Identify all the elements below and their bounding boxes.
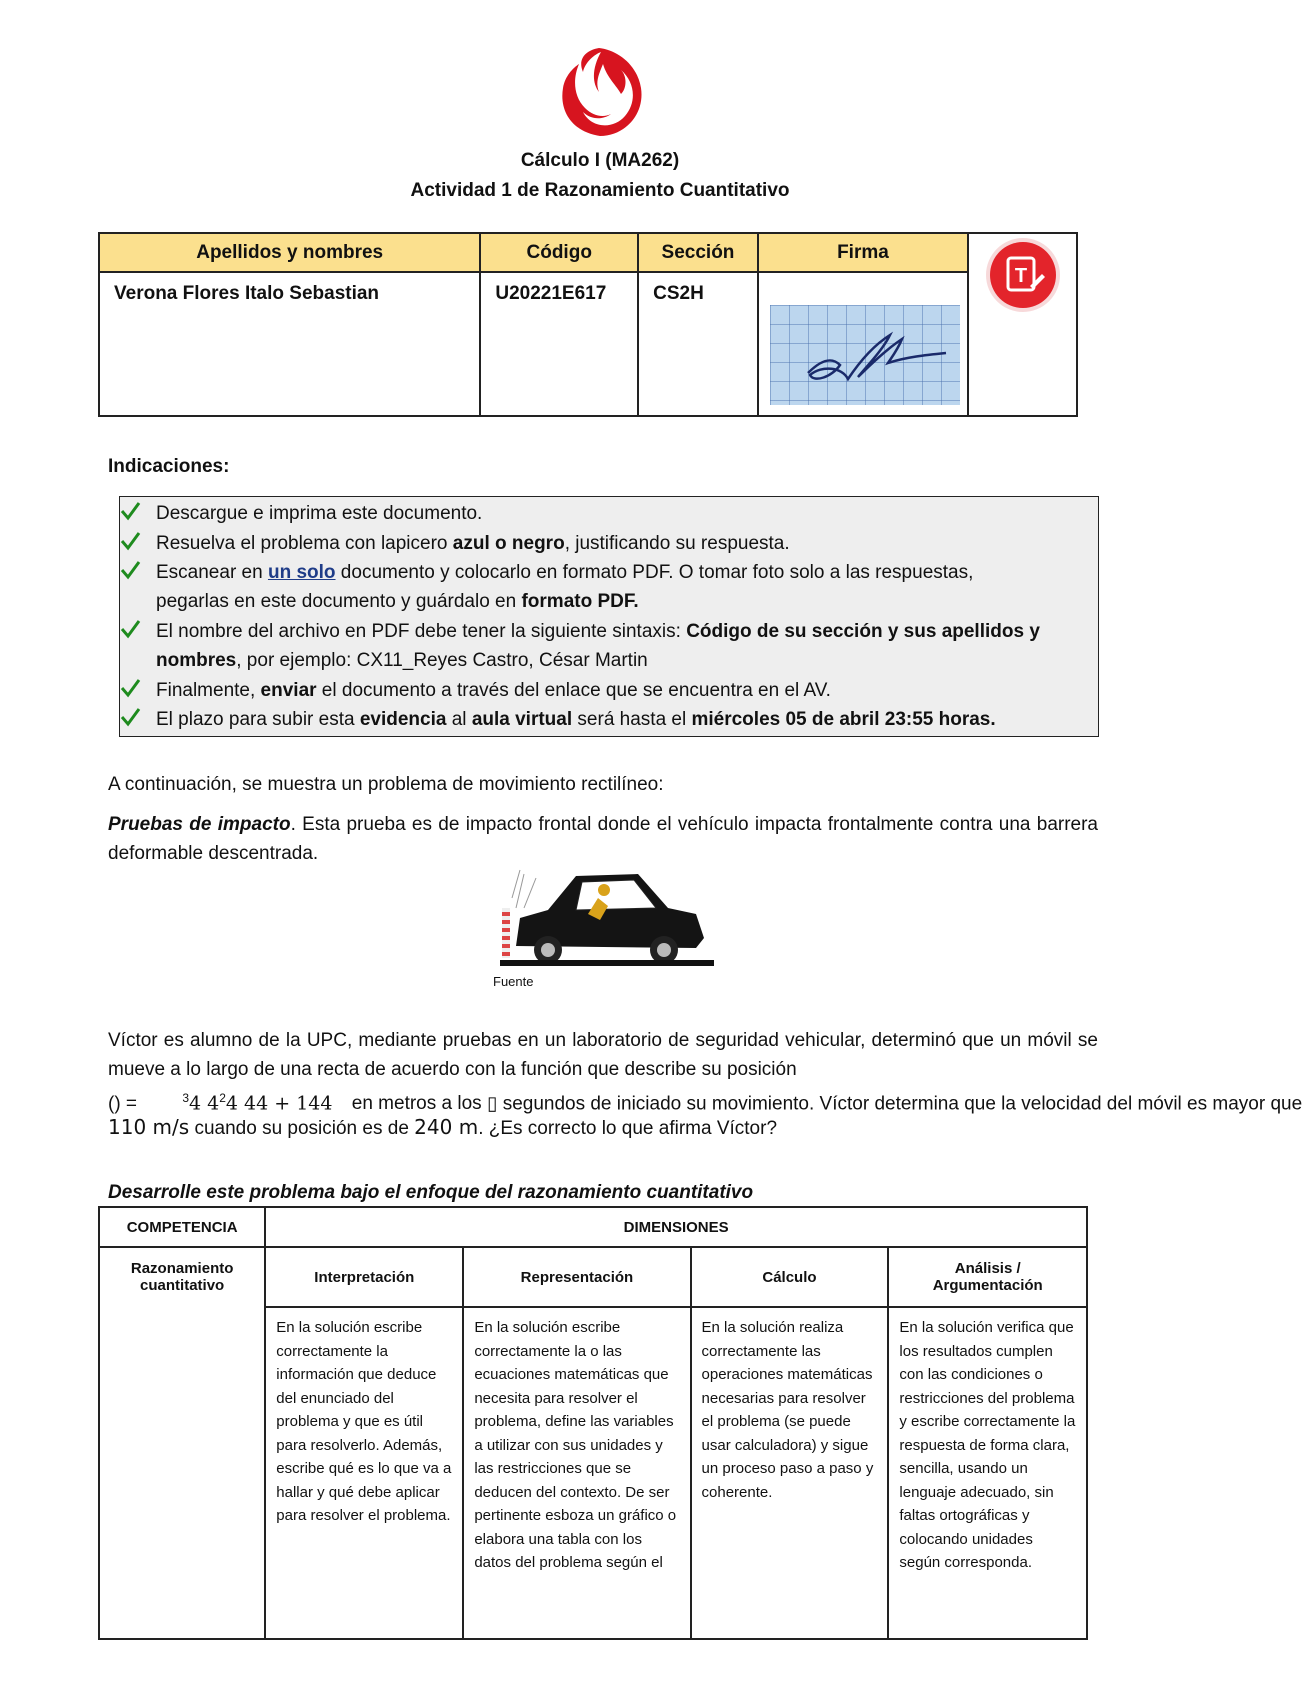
intro-text: A continuación, se muestra un problema de movimiento rectilíneo: bbox=[108, 774, 664, 795]
check-icon bbox=[120, 560, 140, 580]
competencia-header: COMPETENCIA bbox=[99, 1207, 265, 1247]
col-interpretacion: Interpretación bbox=[265, 1247, 463, 1307]
header-code: Código bbox=[480, 233, 638, 272]
indication-item: El nombre del archivo en PDF debe tener la siguiente sintaxis: Código de su sección y sus apellidos y bbox=[156, 621, 1040, 642]
dimensiones-header: DIMENSIONES bbox=[265, 1207, 1087, 1247]
indication-item: El plazo para subir esta evidencia al aula virtual será hasta el miércoles 05 de abril 23:55 horas. bbox=[156, 709, 996, 730]
indication-item: Finalmente, enviar el documento a través del enlace que se encuentra en el AV. bbox=[156, 680, 831, 701]
col-representacion: Representación bbox=[463, 1247, 690, 1307]
svg-text:T: T bbox=[1014, 265, 1028, 287]
check-icon bbox=[120, 619, 140, 639]
problem-paragraph: Víctor es alumno de la UPC, mediante pruebas en un laboratorio de seguridad vehicular, determinó que un móvil se mueve a lo largo de una recta de acuerdo con la función que describe su posición bbox=[108, 1030, 1098, 1080]
indication-item-cont: pegarlas en este documento y guárdalo en formato PDF. bbox=[156, 591, 639, 612]
problem-question: 110 m/s cuando su posición es de 240 m. ¿Es correcto lo que afirma Víctor? bbox=[108, 1115, 778, 1139]
desc-calculo: En la solución realiza correctamente las operaciones matemáticas necesarias para resolver el problema (se puede usar calculadora) y sigue un proceso paso a paso y coherente. bbox=[691, 1307, 889, 1639]
problem-formula-line: () = $^3$4 $4^24$ 44 + 144 en metros a los ▯ segundos de iniciado su movimiento. Víctor determina que la velocidad del móvil es mayor que bbox=[108, 1091, 1302, 1115]
indication-item: Descargue e imprima este documento. bbox=[156, 503, 483, 524]
check-icon bbox=[120, 501, 140, 521]
student-section: CS2H bbox=[638, 272, 758, 416]
develop-heading: Desarrolle este problema bajo el enfoque del razonamiento cuantitativo bbox=[108, 1182, 754, 1203]
activity-title: Actividad 1 de Razonamiento Cuantitativo bbox=[410, 180, 790, 201]
indications-label: Indicaciones: bbox=[108, 456, 230, 477]
check-icon bbox=[120, 707, 140, 727]
row-label: Razonamiento cuantitativo bbox=[99, 1247, 265, 1639]
desc-representacion: En la solución escribe correctamente la o las ecuaciones matemáticas que necesita para resolver el problema, define las variables a utilizar con sus unidades y las restricciones que se deducen del contexto. De ser pertinente esboza un gráfico o elabora una tabla con los datos del problema según el bbox=[463, 1307, 690, 1639]
un-solo-link[interactable]: un solo bbox=[267, 562, 336, 583]
signature-image bbox=[770, 305, 960, 405]
student-code: U20221E617 bbox=[480, 272, 638, 416]
course-title: Cálculo I (MA262) bbox=[520, 150, 680, 171]
check-icon bbox=[120, 531, 140, 551]
check-icon bbox=[120, 678, 140, 698]
col-analisis: Análisis / Argumentación bbox=[888, 1247, 1087, 1307]
crash-test-car-image bbox=[496, 868, 718, 972]
upc-logo-icon bbox=[555, 48, 645, 138]
desc-analisis: En la solución verifica que los resultados cumplen con las condiciones o restricciones del problema y escribe correctamente la respuesta de forma clara, sencilla, usando un lenguaje adecuado, sin faltas ortográficas y colocando unidades según corresponda. bbox=[888, 1307, 1087, 1639]
header-signature: Firma bbox=[758, 233, 968, 272]
header-name: Apellidos y nombres bbox=[99, 233, 480, 272]
indication-item: Escanear en un solo documento y colocarlo en formato PDF. O tomar foto solo a las respuestas, bbox=[156, 562, 974, 583]
indications-box bbox=[119, 496, 1099, 737]
desc-interpretacion: En la solución escribe correctamente la información que deduce del enunciado del problema y que es útil para resolverlo. Además, escribe qué es lo que va a hallar y qué debe aplicar para resolver el problema. bbox=[265, 1307, 463, 1639]
indication-item-cont: nombres, por ejemplo: CX11_Reyes Castro, César Martin bbox=[156, 650, 648, 671]
rubric-table bbox=[98, 1206, 1088, 1640]
indication-item: Resuelva el problema con lapicero azul o negro, justificando su respuesta. bbox=[156, 533, 790, 554]
edit-badge-icon bbox=[990, 242, 1056, 308]
header-section: Sección bbox=[638, 233, 758, 272]
student-name: Verona Flores Italo Sebastian bbox=[99, 272, 480, 416]
image-source-caption: Fuente bbox=[493, 974, 534, 989]
problem-intro: Pruebas de impacto. Esta prueba es de impacto frontal donde el vehículo impacta frontalmente contra una barrera deformable descentrada. bbox=[108, 814, 1098, 864]
col-calculo: Cálculo bbox=[691, 1247, 889, 1307]
